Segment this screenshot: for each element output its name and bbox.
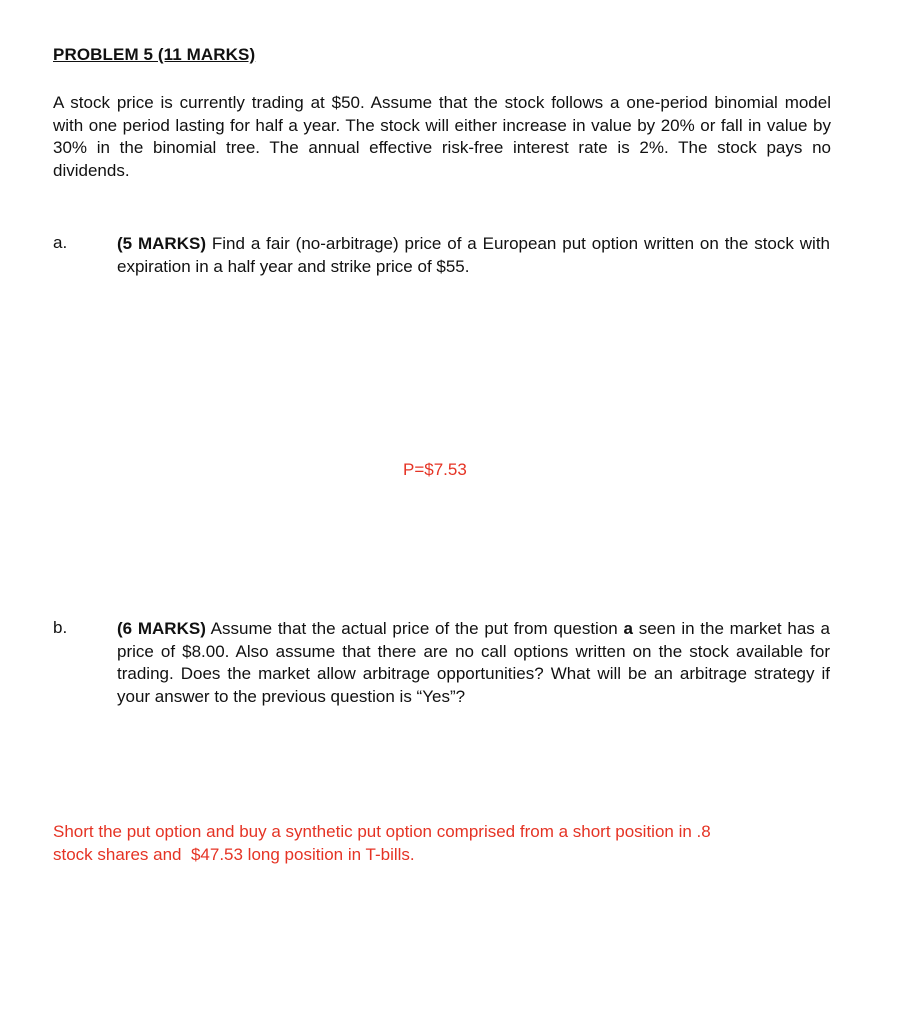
- question-b-answer: [53, 821, 843, 866]
- question-b-answer-line-2: stock shares and $47.53 long position in T-bills.: [53, 844, 415, 864]
- question-b-label: b.: [53, 618, 68, 637]
- question-b-marks: (6 MARKS): [117, 619, 206, 638]
- question-b-body-2: seen in the market has a price of $8.00. Also assume that there are no call options written on the stock available for trading. Does the market allow arbitrage opportunities? What will be an arbitrage strategy if your answer to the previous question is “Yes”?: [117, 619, 830, 706]
- question-b-emphasis: a: [623, 619, 633, 638]
- question-a-answer: P=$7.53: [403, 460, 467, 479]
- question-b-text: [117, 618, 830, 708]
- problem-intro: A stock price is currently trading at $50. Assume that the stock follows a one-period binomial model with one period lasting for half a year. The stock will either increase in value by 20% or fall in value by 30% in the binomial tree. The annual effective risk-free interest rate is 2%. The stock pays no dividends.: [53, 93, 831, 180]
- question-b-body-1: Assume that the actual price of the put from question: [205, 619, 624, 638]
- question-b-answer-line-1: Short the put option and buy a synthetic put option comprised from a short position in .8: [53, 822, 711, 841]
- problem-title: PROBLEM 5 (11 MARKS): [53, 45, 256, 64]
- question-a-marks: (5 MARKS): [117, 234, 206, 253]
- question-a-body: Find a fair (no-arbitrage) price of a European put option written on the stock with expiration in a half year and strike price of $55.: [117, 234, 830, 276]
- question-a-label: a.: [53, 233, 68, 252]
- question-a-text: [117, 233, 830, 278]
